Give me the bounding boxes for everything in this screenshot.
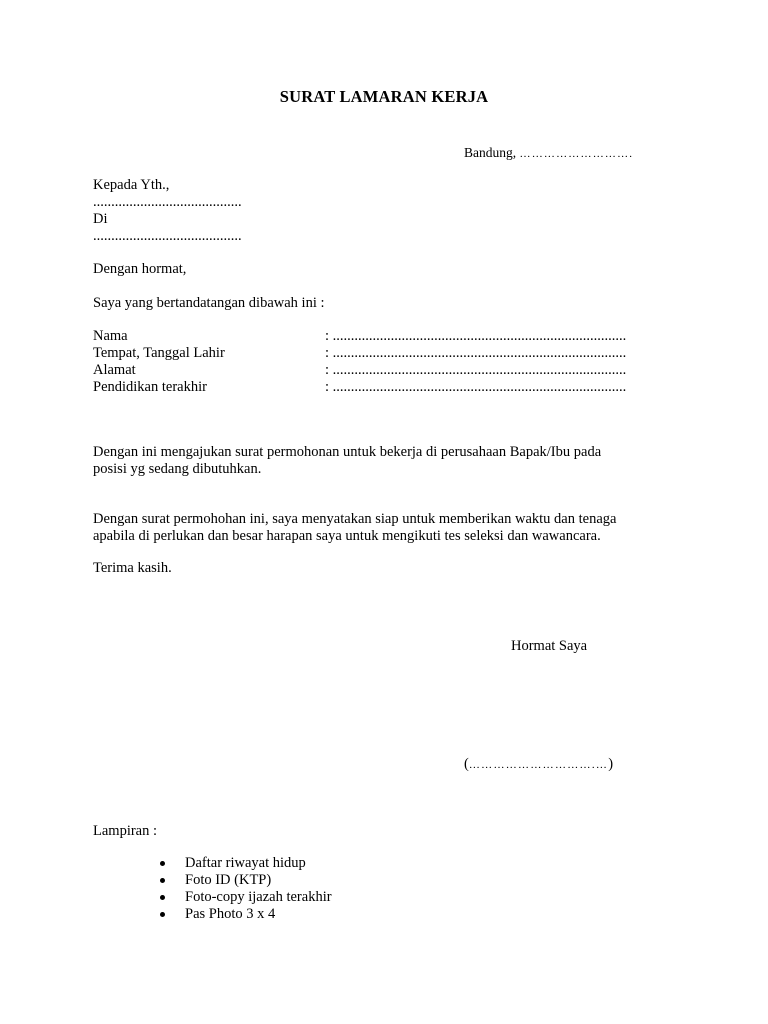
paragraph-application-line2: posisi yg sedang dibutuhkan. [93,461,262,477]
bullet-icon [160,878,165,883]
place-date [464,144,633,163]
thanks-text: Terima kasih. [93,560,172,576]
attachment-item [160,889,332,906]
recipient-at-label: Di [93,211,108,227]
paragraph-statement-line2: apabila di perlukan dan besar harapan saya untuk mengikuti tes seleksi dan wawancara. [93,528,601,544]
signature-close-paren: ) [608,756,614,772]
recipient-greeting: Kepada Yth., [93,177,170,193]
field-label: Alamat [93,362,136,378]
attachment-text: Pas Photo 3 x 4 [185,906,276,922]
attachment-item [160,872,332,889]
field-value: : ................................................................................. [325,345,627,361]
attachment-text: Foto ID (KTP) [185,872,272,888]
field-row-birth [93,345,693,362]
paragraph-statement-line1: Dengan surat permohohan ini, saya menyatakan siap untuk memberikan waktu dan tenaga [93,511,617,527]
salutation: Dengan hormat, [93,261,187,277]
attachment-item [160,855,332,872]
date-placeholder: ………………………. [519,148,634,160]
field-label: Nama [93,328,128,344]
recipient-address-placeholder: ......................................... [93,228,242,244]
bullet-icon [160,912,165,917]
bullet-icon [160,861,165,866]
field-row-education [93,379,693,396]
paragraph-application-line1: Dengan ini mengajukan surat permohonan untuk bekerja di perusahaan Bapak/Ibu pada [93,444,602,460]
attachment-text: Foto-copy ijazah terakhir [185,889,332,905]
attachments-list [160,855,332,923]
field-label: Pendidikan terakhir [93,379,207,395]
attachment-item [160,906,332,923]
field-value: : ................................................................................. [325,379,627,395]
place-text: Bandung, [464,145,517,160]
bullet-icon [160,895,165,900]
field-row-address [93,362,693,379]
attachment-text: Daftar riwayat hidup [185,855,306,871]
attachments-label: Lampiran : [93,823,158,839]
field-row-name [93,328,693,345]
field-value: : ................................................................................. [325,362,627,378]
field-value: : ................................................................................. [325,328,627,344]
signature-placeholder [464,756,613,774]
signature-dots: ………………………….… [468,759,609,771]
field-label: Tempat, Tanggal Lahir [93,345,225,361]
letter-title: SURAT LAMARAN KERJA [279,87,489,106]
closing-text: Hormat Saya [511,638,588,654]
intro-text: Saya yang bertandatangan dibawah ini : [93,295,325,311]
recipient-name-placeholder: ......................................... [93,194,242,210]
signature-open-paren: ( [464,756,469,772]
